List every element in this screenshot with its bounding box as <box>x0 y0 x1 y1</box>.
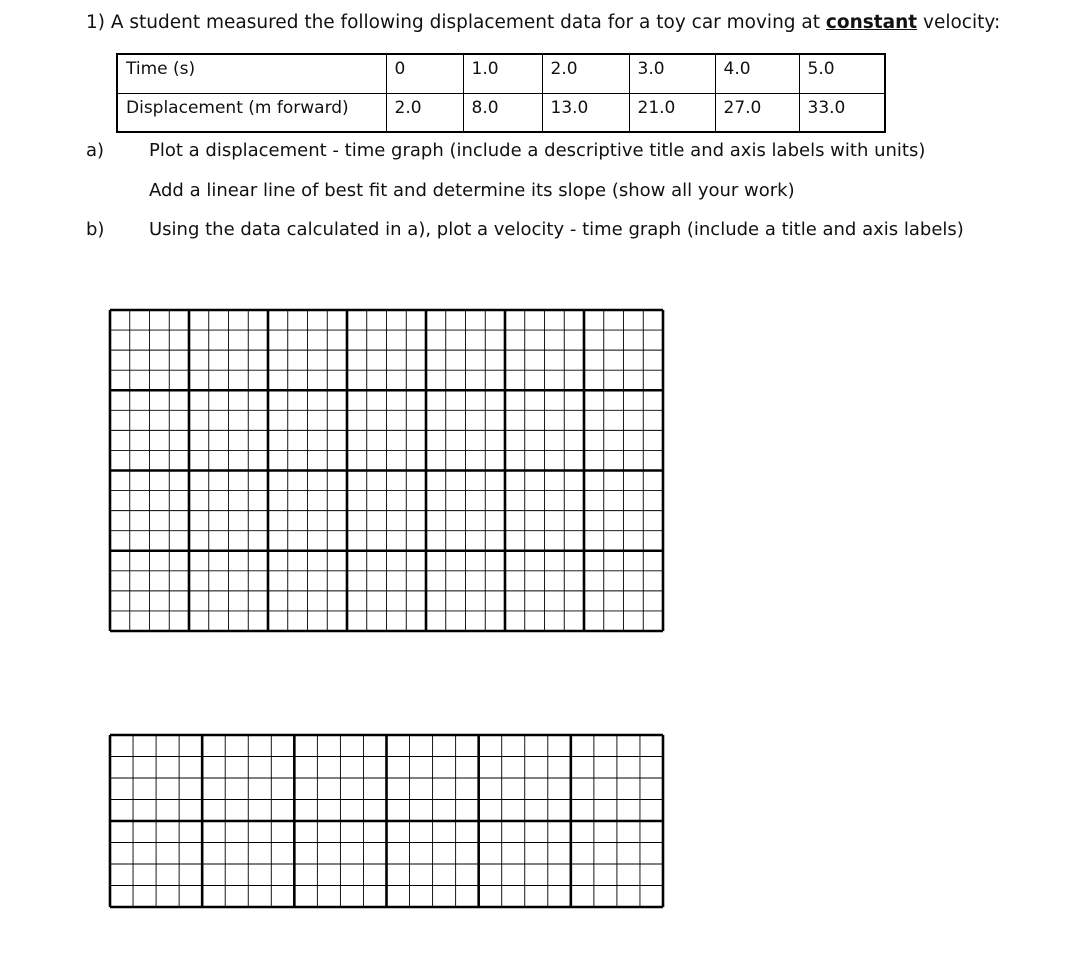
table-cell: 0 <box>386 54 463 93</box>
table-cell: 21.0 <box>629 93 715 132</box>
part-a-letter: a) <box>86 140 105 161</box>
table-row-label: Time (s) <box>117 54 386 93</box>
part-a-instruction-1: Plot a displacement - time graph (include a descriptive title and axis labels with units) <box>149 140 926 161</box>
table-cell: 1.0 <box>463 54 542 93</box>
question-emphasis: constant <box>825 12 918 33</box>
question-prefix: 1) A student measured the following displacement data for a toy car moving at <box>86 12 826 33</box>
part-b-instruction: Using the data calculated in a), plot a velocity - time graph (include a title and axis labels) <box>149 219 964 240</box>
table-cell: 3.0 <box>629 54 715 93</box>
question-suffix: velocity: <box>917 12 1001 33</box>
table-cell: 8.0 <box>463 93 542 132</box>
table-cell: 4.0 <box>715 54 799 93</box>
table-cell: 2.0 <box>386 93 463 132</box>
table-cell: 13.0 <box>542 93 629 132</box>
part-b-letter: b) <box>86 219 105 240</box>
table-cell: 27.0 <box>715 93 799 132</box>
table-cell: 2.0 <box>542 54 629 93</box>
table-cell: 33.0 <box>799 93 885 132</box>
graph-paper-displacement-time <box>110 310 663 631</box>
table-row-label: Displacement (m forward) <box>117 93 386 132</box>
part-a-instruction-2: Add a linear line of best fit and determine its slope (show all your work) <box>149 180 795 201</box>
graph-paper-velocity-time <box>110 735 663 907</box>
table-cell: 5.0 <box>799 54 885 93</box>
